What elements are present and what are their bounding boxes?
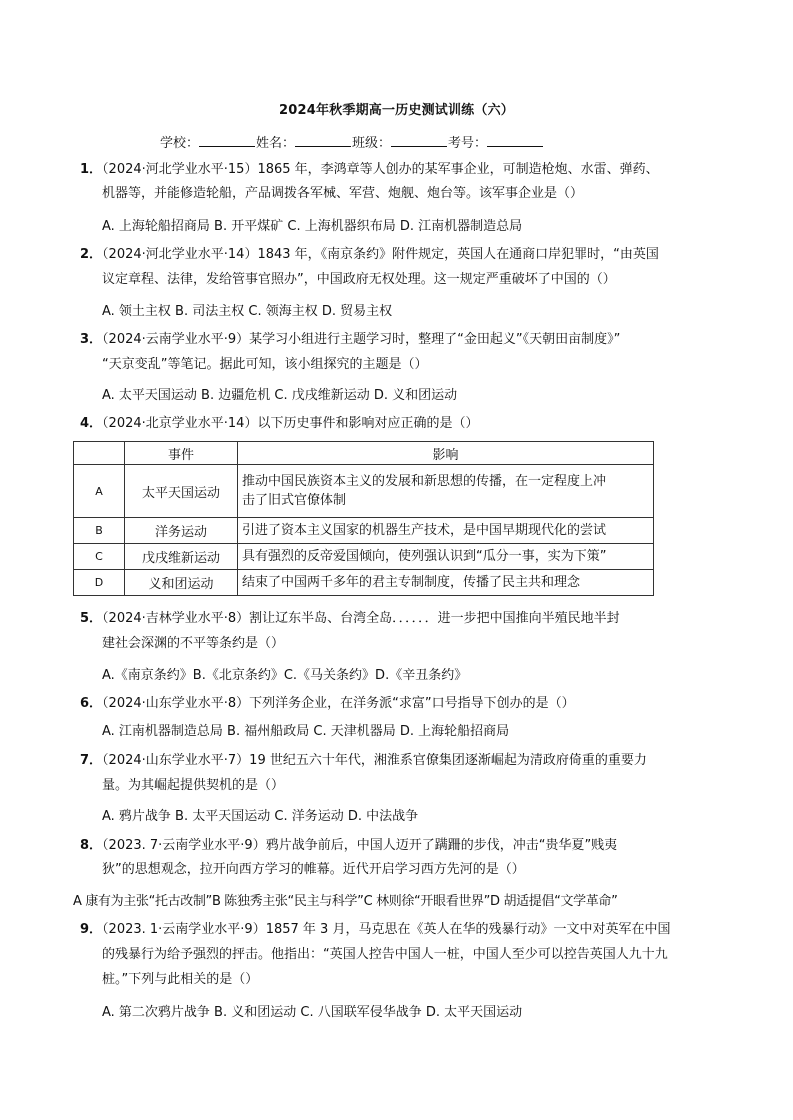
question-2-stem: （2024·河北学业水平·14）1843 年，《南京条约》附件规定，英国人在通商口岸犯罪时，“由英国 bbox=[102, 247, 659, 262]
question-8-line-1 bbox=[80, 837, 617, 855]
question-1-options: A. 上海轮船招商局 B. 开平煤矿 C. 上海机器织布局 D. 江南机器制造总局 bbox=[102, 219, 523, 234]
question-5-line-2: 建社会深渊的不平等条约是（） bbox=[102, 636, 285, 651]
question-8-number: 8． bbox=[80, 838, 103, 853]
question-2-line-1 bbox=[80, 246, 659, 264]
table-cell-effect: 结束了中国两千多年的君主专制制度，传播了民主共和理念 bbox=[238, 570, 654, 596]
question-8-stem: （2023. 7·云南学业水平·9）鸦片战争前后，中国人迈开了蹒跚的步伐，冲击“贵华夏”贱夷 bbox=[102, 838, 618, 853]
question-5-stem: （2024·吉林学业水平·8）割让辽东半岛、台湾全岛．．．．．．进一步把中国推向半殖民地半封 bbox=[102, 611, 620, 626]
table-cell-effect: 具有强烈的反帝爱国倾向，使列强认识到“瓜分一事，实为下策” bbox=[238, 544, 654, 570]
question-6-line-1 bbox=[80, 695, 575, 713]
question-7-stem: （2024·山东学业水平·7）19 世纪五六十年代，湘淮系官僚集团逐渐崛起为清政府倚重的重要力 bbox=[102, 753, 647, 768]
table-cell-option: B bbox=[74, 518, 125, 544]
question-6-stem: （2024·山东学业水平·8）下列洋务企业，在洋务派“求富”口号指导下创办的是（） bbox=[102, 696, 575, 711]
question-3-options: A. 太平天国运动 B. 边疆危机 C. 戊戌维新运动 D. 义和团运动 bbox=[102, 388, 458, 403]
table-header-event: 事件 bbox=[125, 442, 238, 465]
question-7-line-2: 量。为其崛起提供契机的是（） bbox=[102, 778, 285, 793]
effect-line-1: 推动中国民族资本主义的发展和新思想的传播，在一定程度上冲 bbox=[242, 474, 607, 489]
question-4-number: 4． bbox=[80, 416, 103, 431]
table-header-row bbox=[74, 442, 654, 465]
table-cell-event: 太平天国运动 bbox=[125, 465, 238, 518]
question-5-line-1 bbox=[80, 610, 620, 628]
question-9-line-2: 的残暴行为给予强烈的抨击。他指出：“英国人控告中国人一桩，中国人至少可以控告英国人九十九 bbox=[102, 947, 668, 962]
table-cell-event: 义和团运动 bbox=[125, 570, 238, 596]
question-6-options: A. 江南机器制造总局 B. 福州船政局 C. 天津机器局 D. 上海轮船招商局 bbox=[102, 724, 510, 739]
question-1-line-1 bbox=[80, 161, 659, 179]
question-3-number: 3． bbox=[80, 332, 103, 347]
question-9-number: 9． bbox=[80, 922, 103, 937]
table-header-effect: 影响 bbox=[238, 442, 654, 465]
question-9-options: A. 第二次鸦片战争 B. 义和团运动 C. 八国联军侵华战争 D. 太平天国运动 bbox=[102, 1005, 523, 1020]
question-1-number: 1． bbox=[80, 162, 103, 177]
page-title: 2024年秋季期高一历史测试训练（六） bbox=[279, 103, 514, 118]
question-3-line-2: “天京变乱”等笔记。据此可知，该小组探究的主题是（） bbox=[102, 357, 428, 372]
question-1-stem: （2024·河北学业水平·15）1865 年，李鸿章等人创办的某军事企业，可制造枪炮、水雷、弹药、 bbox=[102, 162, 659, 177]
name-blank[interactable] bbox=[295, 134, 351, 147]
table-cell-option: C bbox=[74, 544, 125, 570]
question-5-options: A.《南京条约》B.《北京条约》C.《马关条约》D.《辛丑条约》 bbox=[102, 668, 468, 683]
question-5-number: 5． bbox=[80, 611, 103, 626]
question-4-table bbox=[73, 441, 654, 596]
question-1-line-2: 机器等，并能修造轮船，产品调拨各军械、军营、炮舰、炮台等。该军事企业是（） bbox=[102, 186, 584, 201]
table-row bbox=[74, 544, 654, 570]
question-8-options: A 康有为主张“托古改制”B 陈独秀主张“民主与科学”C 林则徐“开眼看世界”D 胡适提倡“文学革命” bbox=[73, 894, 618, 909]
question-6-number: 6． bbox=[80, 696, 103, 711]
class-blank[interactable] bbox=[391, 134, 447, 147]
question-4-line-1 bbox=[80, 415, 478, 433]
exam-number-blank[interactable] bbox=[487, 134, 543, 147]
class-label: 班级： bbox=[352, 136, 392, 151]
student-info-line bbox=[160, 132, 544, 151]
table-cell-option: D bbox=[74, 570, 125, 596]
question-7-number: 7． bbox=[80, 753, 103, 768]
question-9-line-1 bbox=[80, 921, 670, 939]
table-cell-effect: 引进了资本主义国家的机器生产技术，是中国早期现代化的尝试 bbox=[238, 518, 654, 544]
question-9-line-3: 桩。”下列与此相关的是（） bbox=[102, 972, 259, 987]
school-blank[interactable] bbox=[199, 134, 255, 147]
question-7-line-1 bbox=[80, 752, 647, 770]
table-cell-effect bbox=[238, 465, 654, 518]
question-8-line-2: 狄”的思想观念，拉开向西方学习的帷幕。近代开启学习西方先河的是（） bbox=[102, 862, 525, 877]
question-2-number: 2． bbox=[80, 247, 103, 262]
table-cell-event: 洋务运动 bbox=[125, 518, 238, 544]
table-header-option bbox=[74, 442, 125, 465]
table-cell-option: A bbox=[74, 465, 125, 518]
question-2-line-2: 议定章程、法律，发给管事官照办”，中国政府无权处理。这一规定严重破坏了中国的（） bbox=[102, 272, 616, 287]
question-3-stem: （2024·云南学业水平·9）某学习小组进行主题学习时，整理了“金田起义”《天朝田亩制度》” bbox=[102, 332, 621, 347]
table-row bbox=[74, 570, 654, 596]
question-4-stem: （2024·北京学业水平·14）以下历史事件和影响对应正确的是（） bbox=[102, 416, 479, 431]
question-7-options: A. 鸦片战争 B. 太平天国运动 C. 洋务运动 D. 中法战争 bbox=[102, 809, 419, 824]
table-cell-event: 戊戌维新运动 bbox=[125, 544, 238, 570]
school-label: 学校： bbox=[160, 136, 200, 151]
question-2-options: A. 领土主权 B. 司法主权 C. 领海主权 D. 贸易主权 bbox=[102, 304, 393, 319]
exam-number-label: 考号： bbox=[448, 136, 488, 151]
name-label: 姓名： bbox=[256, 136, 296, 151]
table-row bbox=[74, 518, 654, 544]
question-9-stem: （2023. 1·云南学业水平·9）1857 年 3 月，马克思在《英人在华的残暴行动》一文中对英军在中国 bbox=[102, 922, 671, 937]
effect-line-2: 击了旧式官僚体制 bbox=[242, 493, 347, 508]
table-row bbox=[74, 465, 654, 518]
question-3-line-1 bbox=[80, 331, 620, 349]
